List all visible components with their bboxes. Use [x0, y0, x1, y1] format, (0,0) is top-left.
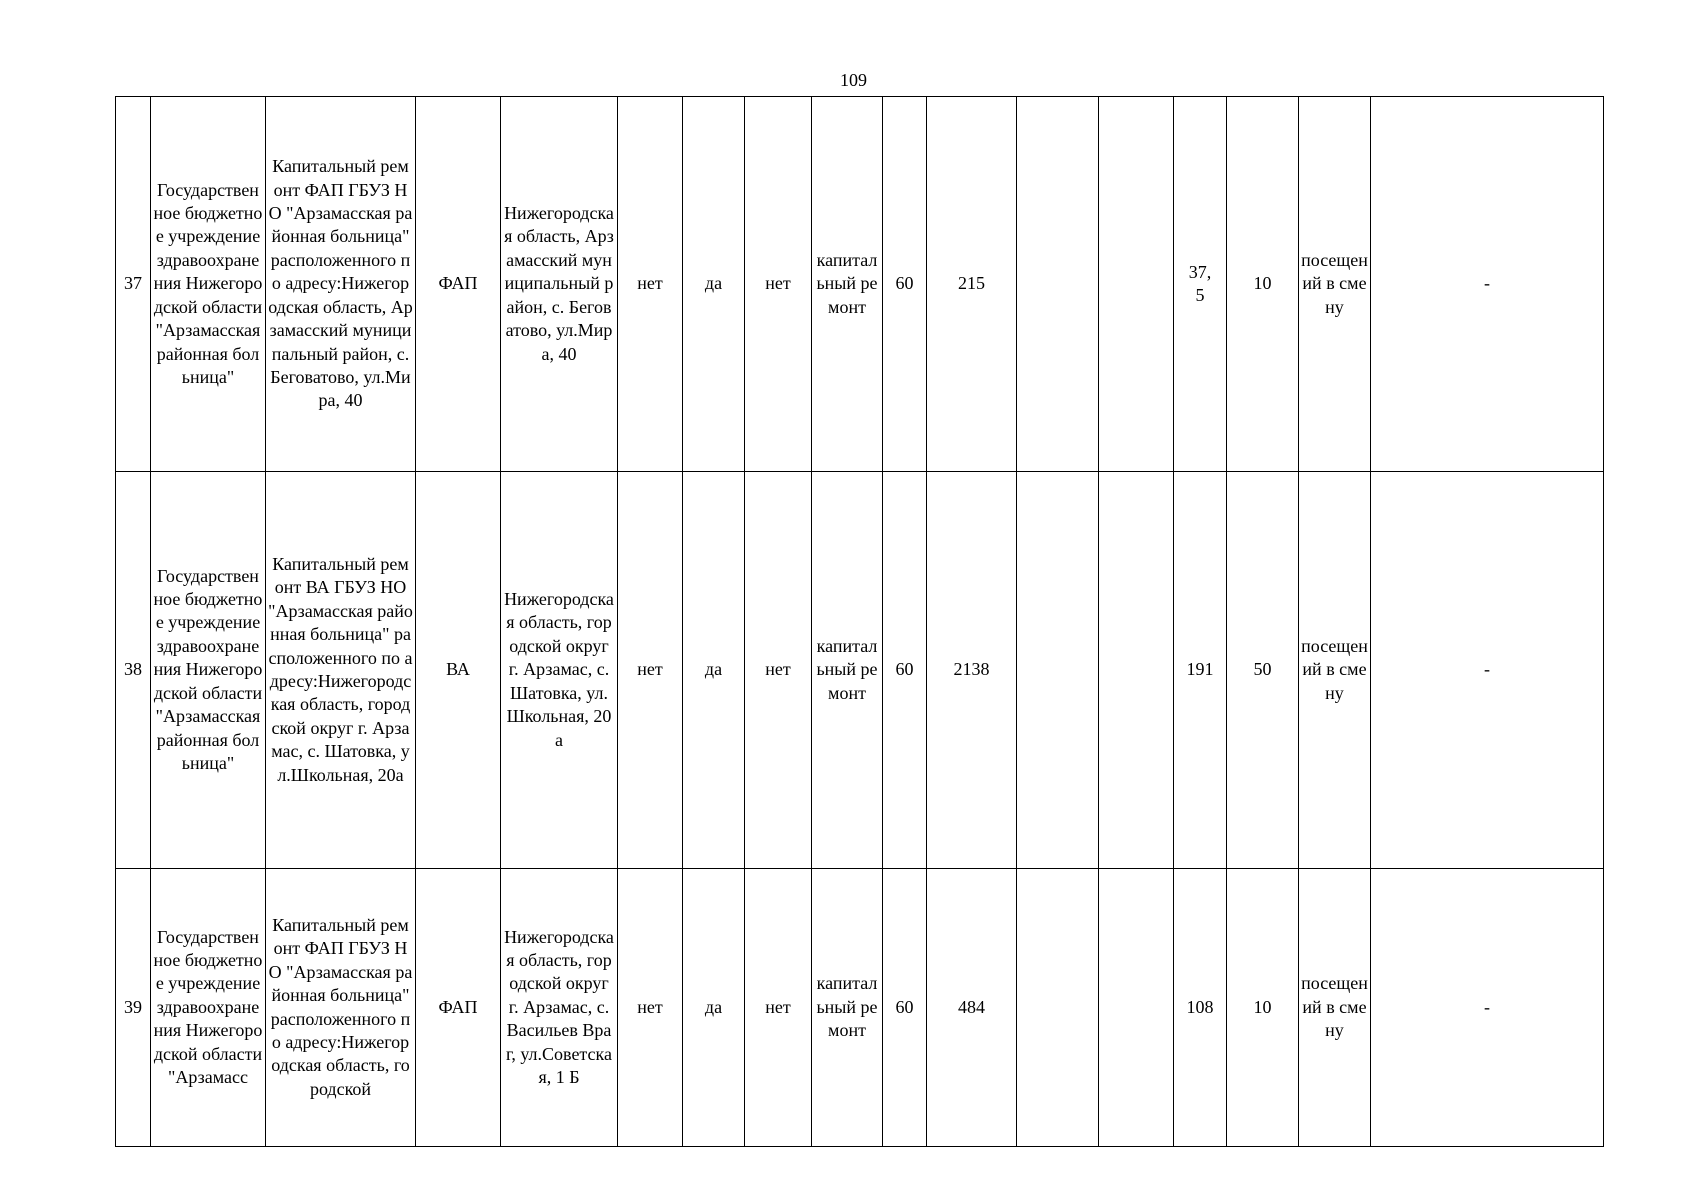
table-row [116, 869, 1604, 1147]
object-type-cell: ФАП [416, 97, 501, 472]
flag2-cell: да [683, 472, 745, 869]
page-number: 109 [840, 70, 867, 90]
value2-cell [1017, 472, 1099, 869]
value3-cell [1099, 97, 1174, 472]
value1-cell: 484 [927, 869, 1017, 1147]
note-cell: - [1371, 472, 1604, 869]
area-cell: 108 [1174, 869, 1227, 1147]
note-cell: - [1371, 869, 1604, 1147]
flag3-cell: нет [745, 869, 812, 1147]
value3-cell [1099, 472, 1174, 869]
flag1-cell: нет [618, 97, 683, 472]
customer-cell: Государственное бюджетное учреждение здравоохранения Нижегородской области "Арзамасская районная больница" [151, 97, 266, 472]
years-cell: 60 [883, 97, 927, 472]
flag1-cell: нет [618, 869, 683, 1147]
area-cell: 37, 5 [1174, 97, 1227, 472]
flag2-cell: да [683, 97, 745, 472]
flag1-cell: нет [618, 472, 683, 869]
object-type-cell: ВА [416, 472, 501, 869]
object-type-cell: ФАП [416, 869, 501, 1147]
work-type-cell: капитальный ремонт [812, 472, 883, 869]
table-row [116, 97, 1604, 472]
description-cell: Капитальный ремонт ВА ГБУЗ НО "Арзамасская районная больница" расположенного по адресу:Нижегородская область, городской округ г. Арзамас, с. Шатовка, ул.Школьная, 20а [266, 472, 416, 869]
capacity-cell: 50 [1227, 472, 1299, 869]
note-cell: - [1371, 97, 1604, 472]
description-cell: Капитальный ремонт ФАП ГБУЗ НО "Арзамасская районная больница" расположенного по адресу:Нижегородская область, городской [266, 869, 416, 1147]
years-cell: 60 [883, 869, 927, 1147]
work-type-cell: капитальный ремонт [812, 97, 883, 472]
unit-cell: посещений в смену [1299, 97, 1371, 472]
flag3-cell: нет [745, 97, 812, 472]
flag2-cell: да [683, 869, 745, 1147]
flag3-cell: нет [745, 472, 812, 869]
capacity-cell: 10 [1227, 97, 1299, 472]
work-type-cell: капитальный ремонт [812, 869, 883, 1147]
row-number: 39 [116, 869, 151, 1147]
value2-cell [1017, 97, 1099, 472]
register-table [115, 96, 1604, 1147]
unit-cell: посещений в смену [1299, 869, 1371, 1147]
location-cell: Нижегородская область, Арзамасский муниципальный район, с. Беговатово, ул.Мира, 40 [501, 97, 618, 472]
capacity-cell: 10 [1227, 869, 1299, 1147]
value3-cell [1099, 869, 1174, 1147]
value2-cell [1017, 869, 1099, 1147]
customer-cell: Государственное бюджетное учреждение здравоохранения Нижегородской области "Арзамасская районная больница" [151, 472, 266, 869]
location-cell: Нижегородская область, городской округ г. Арзамас, с. Васильев Враг, ул.Советская, 1 Б [501, 869, 618, 1147]
row-number: 37 [116, 97, 151, 472]
unit-cell: посещений в смену [1299, 472, 1371, 869]
value1-cell: 2138 [927, 472, 1017, 869]
row-number: 38 [116, 472, 151, 869]
area-cell: 191 [1174, 472, 1227, 869]
value1-cell: 215 [927, 97, 1017, 472]
customer-cell: Государственное бюджетное учреждение здравоохранения Нижегородской области "Арзамасс [151, 869, 266, 1147]
table-row [116, 472, 1604, 869]
location-cell: Нижегородская область, городской округ г. Арзамас, с. Шатовка, ул.Школьная, 20а [501, 472, 618, 869]
years-cell: 60 [883, 472, 927, 869]
description-cell: Капитальный ремонт ФАП ГБУЗ НО "Арзамасская районная больница" расположенного по адресу:Нижегородская область, Арзамасский муниципальный район, с. Беговатово, ул.Мира, 40 [266, 97, 416, 472]
